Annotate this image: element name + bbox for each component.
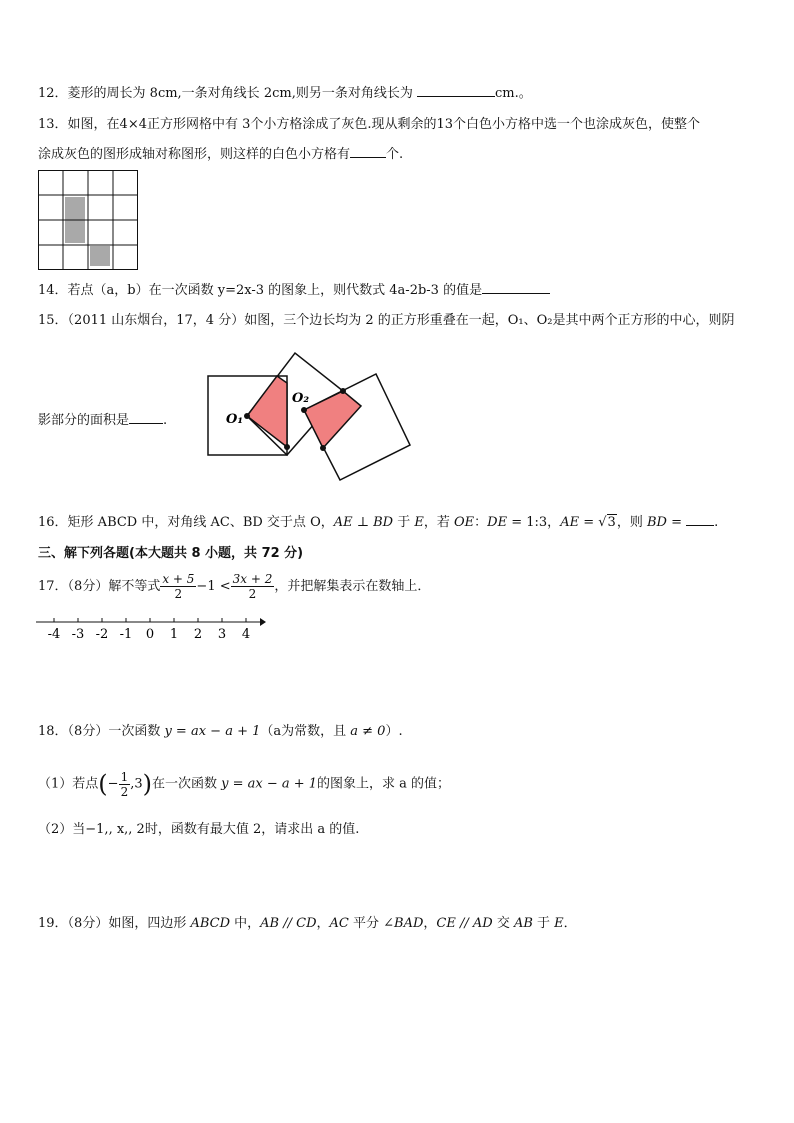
q16-text: ，若 — [423, 515, 454, 530]
intersection-point — [320, 445, 326, 451]
sqrt-expression: √3 — [598, 515, 616, 530]
q19-text: ． — [563, 916, 577, 931]
numerator: 3x + 2 — [232, 572, 273, 586]
point-o2 — [301, 407, 307, 413]
q18-text: （a为常数，且 — [260, 724, 351, 739]
number-line-tick-label: 4 — [241, 627, 251, 642]
q19-text: 于 — [532, 916, 555, 931]
question-15-line1: 15．（2011 山东烟台，17，4 分）如图，三个边长均为 2 的正方形重叠在一起，O₁、O₂是其中两个正方形的中心，则阴 — [38, 313, 735, 328]
q16-text: = 1:3， — [507, 515, 561, 530]
q16-text: 16．矩形 ABCD 中，对角线 AC、BD 交于点 O， — [38, 515, 334, 530]
question-16 — [38, 513, 718, 532]
q12-text: 12．菱形的周长为 8cm,一条对角线长 2cm,则另一条对角线长为 — [38, 86, 417, 101]
number-line-tick-label: 3 — [217, 627, 227, 642]
number-line-tick-label: -3 — [71, 627, 85, 642]
question-13-line2 — [38, 145, 403, 164]
q16-text: = — [579, 515, 599, 530]
q16-math: BD — [646, 515, 667, 530]
fraction — [231, 572, 275, 601]
q16-text: ： — [474, 515, 488, 530]
radicand: 3 — [607, 515, 616, 530]
intersection-point — [340, 388, 346, 394]
q19-text: ， — [423, 916, 437, 931]
numerator: 1 — [120, 769, 129, 784]
point-coordinate-close: ) — [142, 770, 152, 798]
q17-text: 17．（8分）解不等式 — [38, 579, 161, 594]
denominator: 2 — [248, 587, 257, 601]
question-19 — [38, 915, 577, 933]
answer-blank — [129, 411, 163, 424]
q16-text: = — [666, 515, 687, 530]
q17-text: ，并把解集表示在数轴上． — [274, 579, 431, 594]
question-13-line1: 13．如图，在4×4正方形网格中有 3个小方格涂成了灰色.现从剩余的13个白色小方格中选一个也涂成灰色，使整个 — [38, 117, 701, 132]
answer-blank — [482, 281, 550, 294]
q19-math: AB // CD — [260, 916, 317, 931]
q19-math: CE // AD — [436, 916, 493, 931]
q13-text: 涂成灰色的图形成轴对称图形，则这样的白色小方格有 — [38, 147, 351, 162]
answer-blank — [350, 145, 386, 158]
fraction — [119, 770, 131, 799]
q19-math: ∠BAD — [383, 916, 424, 931]
q18-math: y = ax − a + 1 — [164, 724, 261, 739]
number-line-tick-label: 1 — [169, 627, 179, 642]
number-line-tick-label: -4 — [47, 627, 61, 642]
question-17 — [38, 570, 430, 604]
q16-text: . — [714, 515, 719, 530]
denominator: 2 — [120, 784, 129, 799]
q19-text: 交 — [492, 916, 514, 931]
section-3-title: 三、解下列各题(本大题共 8 小题，共 72 分) — [38, 546, 304, 561]
q19-math: AC — [329, 916, 349, 931]
coordinate-y: ,3 — [130, 776, 143, 792]
number-line-tick-label: 2 — [193, 627, 203, 642]
q17-math: −1 < — [196, 579, 231, 594]
q15-suffix: . — [163, 413, 168, 428]
label-o1: O₁ — [226, 412, 244, 427]
q16-text: 于 — [393, 515, 415, 530]
gray-cell — [90, 246, 110, 266]
q16-math: AE — [560, 515, 580, 530]
grid-figure — [38, 170, 139, 271]
number-line-tick-label: -2 — [95, 627, 109, 642]
arrow-head-icon — [260, 618, 266, 626]
q19-text: ， — [316, 916, 330, 931]
q19-text: 中， — [230, 916, 261, 931]
q13-suffix: 个. — [386, 147, 404, 162]
label-o2: O₂ — [292, 391, 310, 406]
question-18-line1 — [38, 723, 403, 741]
q19-text: 平分 — [348, 916, 384, 931]
q18-text: 在一次函数 — [151, 776, 222, 792]
q19-math: E — [554, 916, 564, 931]
answer-blank — [686, 513, 714, 526]
question-12 — [38, 84, 532, 103]
number-line — [36, 612, 268, 642]
q18-text: 的图象上，求 a 的值； — [317, 776, 451, 792]
answer-blank — [417, 84, 495, 97]
q12-unit: cm.。 — [494, 86, 532, 101]
q19-math: ABCD — [190, 916, 231, 931]
q16-math: OE — [454, 515, 475, 530]
number-line-tick-label: -1 — [119, 627, 133, 642]
q19-math: AB — [513, 916, 533, 931]
q14-text: 14．若点（a，b）在一次函数 y=2x-3 的图象上，则代数式 4a-2b-3 的值是 — [38, 283, 483, 298]
question-15-line2 — [38, 411, 167, 430]
question-18-part1 — [38, 766, 450, 803]
q16-math: E — [414, 515, 424, 530]
q18-text: ）. — [385, 724, 403, 739]
point-coordinate: ( — [98, 770, 108, 798]
q18-math: a ≠ 0 — [350, 724, 386, 739]
q15-text: 影部分的面积是 — [38, 413, 130, 428]
q16-math: DE — [487, 515, 508, 530]
q18-math: y = ax − a + 1 — [221, 776, 318, 792]
number-line-tick-label: 0 — [145, 627, 155, 642]
question-14 — [38, 281, 550, 300]
numerator: x + 5 — [162, 572, 195, 586]
denominator: 2 — [174, 587, 183, 601]
q19-text: 19．（8分）如图，四边形 — [38, 916, 191, 931]
shaded-region-2 — [304, 391, 361, 448]
fraction — [160, 572, 196, 601]
q16-math: AE ⊥ BD — [333, 515, 394, 530]
q18-text: （1）若点 — [38, 776, 99, 792]
minus-sign: − — [107, 776, 119, 792]
q16-text: ，则 — [616, 515, 647, 530]
intersection-point — [284, 444, 290, 450]
point-o1 — [244, 413, 250, 419]
question-18-part2: （2）当−1,, x,, 2时，函数有最大值 2，请求出 a 的值. — [38, 822, 360, 837]
q18-text: 18．（8分）一次函数 — [38, 724, 165, 739]
overlapping-squares-figure — [200, 346, 415, 484]
